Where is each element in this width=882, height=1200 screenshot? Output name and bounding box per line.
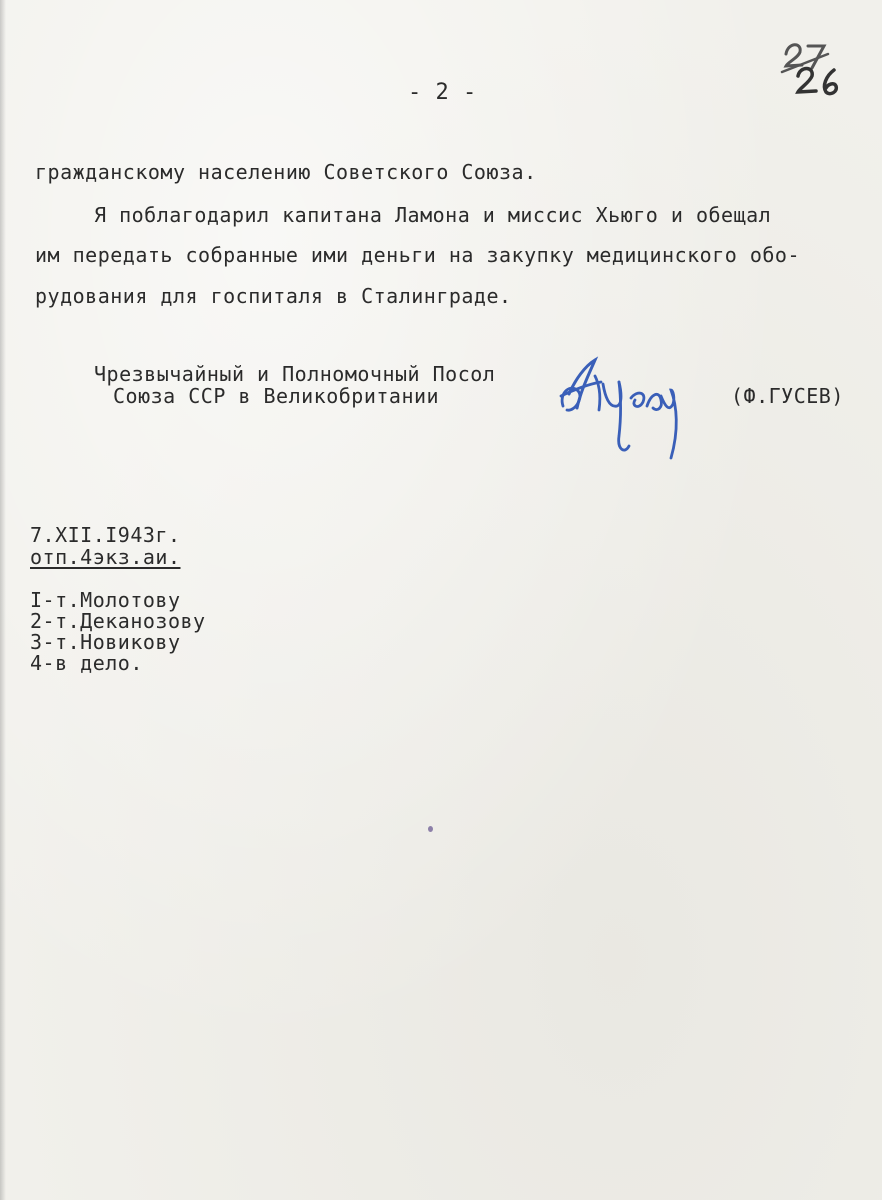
body-line-3: им передать собранные ими деньги на закупку медицинского обо- (35, 243, 801, 267)
distribution-item: 4-в дело. (30, 651, 143, 675)
signer-title-line-1: Чрезвычайный и Полномочный Посол (94, 362, 496, 386)
page-number: - 2 - (408, 80, 477, 105)
distribution-item: I-т.Молотову (30, 588, 181, 612)
distribution-item: 3-т.Новикову (30, 630, 181, 654)
archive-page-mark (778, 32, 848, 102)
document-date: 7.XII.I943г. (30, 523, 181, 547)
distribution-item: 2-т.Деканозову (30, 609, 206, 633)
body-line-2: Я поблагодарил капитана Ламона и миссис Хьюго и обещал (94, 203, 772, 227)
signer-title-line-2: Союза ССР в Великобритании (113, 384, 440, 408)
ink-speck (428, 826, 433, 832)
signer-name: (Ф.ГУСЕВ) (731, 384, 844, 408)
body-line-1: гражданскому населению Советского Союза. (35, 160, 537, 184)
body-line-4: рудования для госпиталя в Сталинграде. (35, 284, 512, 308)
copies-note: отп.4экз.аи. (30, 545, 181, 569)
page-edge-shadow (0, 0, 6, 1200)
handwritten-signature (555, 350, 695, 470)
